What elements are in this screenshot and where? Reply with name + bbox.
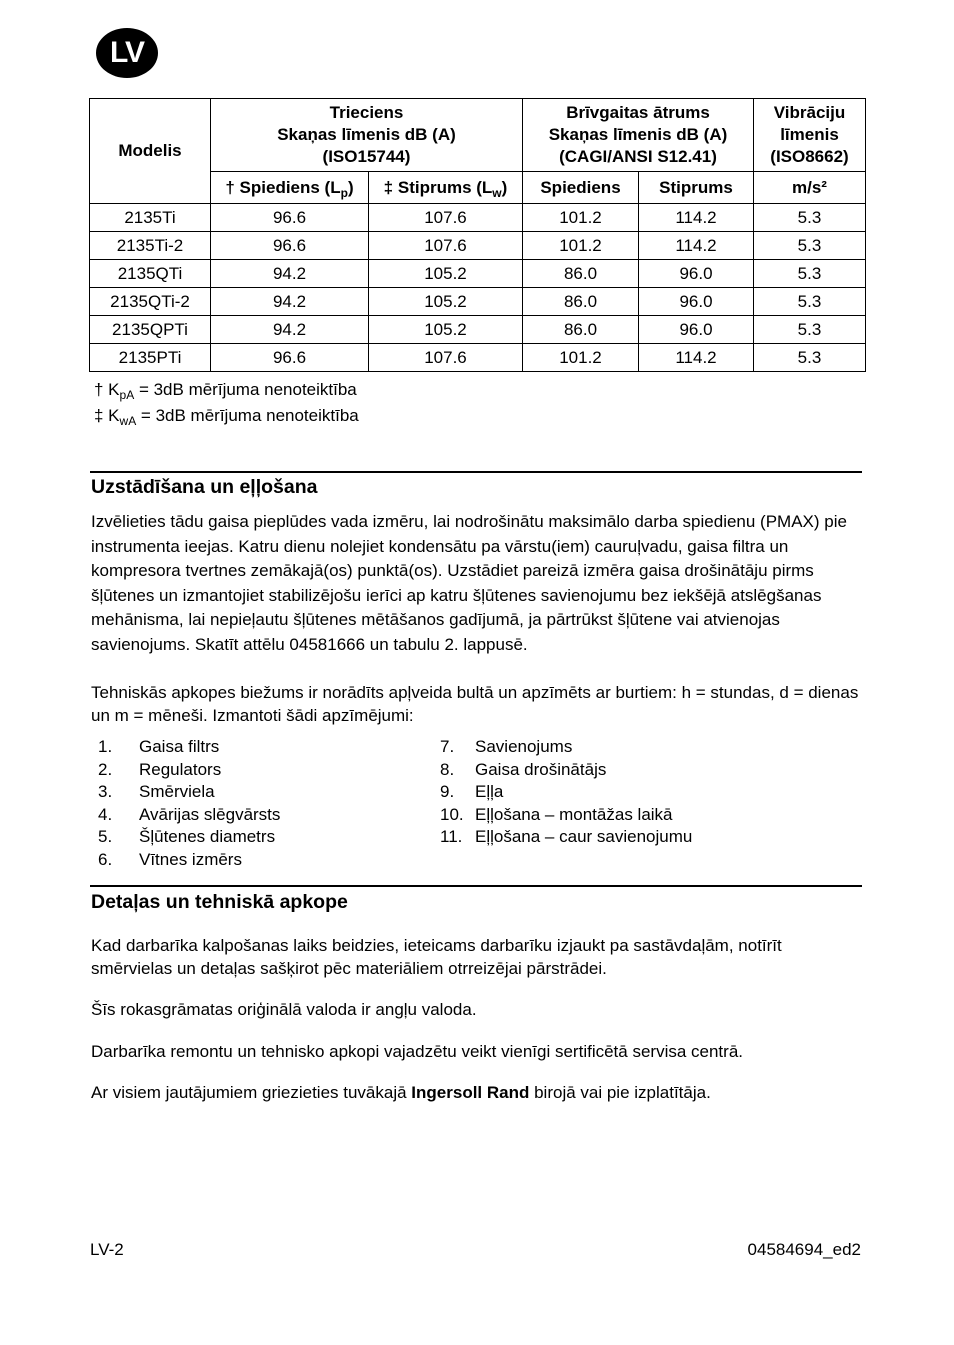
table-cell: 105.2: [369, 316, 523, 344]
table-cell: 96.6: [211, 204, 369, 232]
list-item: 2. Regulators: [98, 759, 222, 779]
table-cell: 96.6: [211, 344, 369, 372]
parts-paragraph-3: Darbarīka remontu un tehnisko apkopi vajadzētu veikt vienīgi sertificētā servisa centrā.: [91, 1042, 743, 1061]
impact-power-header: ‡ Stiprums $(L_w)$: [369, 172, 523, 204]
table-row: [90, 344, 866, 372]
table-cell: 114.2: [639, 204, 754, 232]
installation-paragraph: Izvēlieties tādu gaisa pieplūdes vada izmēru, lai nodrošinātu maksimālo darba spiedienu (PMAX) pie instrumenta ieejas. Katru dienu nolejiet kondensātu pa vārstu(iem) cauruļvadu, gaisa filtra un kompresora tvertnes zemākajā(os) punktā(os). Uzstādiet pareizā izmēra gaisa drošinātāju pirms šļūtenes un izmantojiet stabilizējošu ierīci ap katru šļūtenes savienojumu bez iekšējā atslēgšanas mehānisma, lai nepieļautu šļūtenes mētāšanos gadījumā, ja pārtrūkst šļūtene vai atvienojas savienojums. Skatīt attēlu 04581666 un tabulu 2. lappusē.: [91, 512, 847, 654]
table-row: [90, 204, 866, 232]
table-cell: 101.2: [523, 204, 639, 232]
footnote-kwa: ‡ $K_{wA} = 3dB$ mērījuma nenoteiktība: [94, 406, 359, 428]
table-cell: 5.3: [754, 344, 866, 372]
list-item: 7. Savienojums: [440, 737, 573, 756]
vibration-unit-header: m/s²: [754, 172, 866, 204]
footnote-kpa: † $K_{pA} = 3dB$ mērījuma nenoteiktība: [94, 380, 357, 402]
table-cell: 94.2: [211, 316, 369, 344]
impact-header: Trieciens Skaņas līmenis dB (A) (ISO15744): [211, 99, 523, 172]
table-cell: 114.2: [639, 344, 754, 372]
list-item: 3. Smērviela: [98, 782, 215, 801]
noise-vibration-table: [89, 98, 866, 372]
table-cell: 96.0: [639, 316, 754, 344]
section-divider: [90, 885, 862, 887]
table-cell: 2135QTi-2: [90, 288, 211, 316]
table-cell: 96.6: [211, 232, 369, 260]
table-cell: 86.0: [523, 288, 639, 316]
table-cell: 107.6: [369, 232, 523, 260]
table-cell: 2135Ti: [90, 204, 211, 232]
table-cell: 2135Ti-2: [90, 232, 211, 260]
parts-paragraph-1: Kad darbarīka kalpošanas laiks beidzies, ieteicams darbarīku izjaukt pa sastāvdaļām, notīrīt smērvielas un detaļas sašķirot pēc materiāliem otrreizējai pārstrādei.: [91, 936, 782, 978]
table-cell: 2135PTi: [90, 344, 211, 372]
impact-pressure-header: † Spiediens $(L_p)$: [211, 172, 369, 204]
table-footnotes: [94, 377, 359, 429]
table-cell: 94.2: [211, 260, 369, 288]
table-cell: 107.6: [369, 344, 523, 372]
table-row: [90, 316, 866, 344]
table-row: [90, 260, 866, 288]
table-cell: 5.3: [754, 232, 866, 260]
table-cell: 96.0: [639, 288, 754, 316]
free-power-header: Stiprums: [639, 172, 754, 204]
section-divider: [90, 471, 862, 473]
table-cell: 86.0: [523, 260, 639, 288]
table-cell: 2135QTi: [90, 260, 211, 288]
table-cell: 86.0: [523, 316, 639, 344]
list-item: 5. Šļūtenes diametrs: [98, 827, 276, 846]
list-item: 9. Eļļa: [440, 782, 504, 801]
list-item: 10. Eļļošana – montāžas laikā: [440, 804, 673, 824]
vibration-header: Vibrāciju līmenis (ISO8662): [754, 99, 866, 172]
legend-list-left: [98, 736, 280, 871]
table-cell: 101.2: [523, 232, 639, 260]
model-header: Modelis: [90, 99, 211, 204]
table-row: [90, 288, 866, 316]
table-cell: 5.3: [754, 260, 866, 288]
table-cell: 5.3: [754, 288, 866, 316]
table-cell: 114.2: [639, 232, 754, 260]
table-cell: 96.0: [639, 260, 754, 288]
legend-list-right: [440, 736, 692, 849]
list-item: 4. Avārijas slēgvārsts: [98, 804, 281, 824]
section-title-installation: Uzstādīšana un eļļošana: [91, 476, 318, 498]
table-cell: 105.2: [369, 288, 523, 316]
language-badge: LV: [96, 28, 158, 78]
list-item: 8. Gaisa drošinātājs: [440, 759, 607, 779]
page-number: LV-2: [90, 1240, 124, 1259]
table-cell: 105.2: [369, 260, 523, 288]
document-id: 04584694_ed2: [747, 1240, 861, 1259]
table-cell: 101.2: [523, 344, 639, 372]
brand-name: Ingersoll Rand: [411, 1083, 530, 1102]
table-cell: 5.3: [754, 316, 866, 344]
list-item: 11. Eļļošana – caur savienojumu: [440, 827, 693, 846]
list-item: 1. Gaisa filtrs: [98, 737, 220, 756]
table-cell: 2135QPTi: [90, 316, 211, 344]
table-row: [90, 232, 866, 260]
maintenance-paragraph: Tehniskās apkopes biežums ir norādīts apļveida bultā un apzīmēts ar burtiem: h = stundas, d = dienas un m = mēneši. Izmantoti šādi apzīmējumi:: [91, 683, 859, 725]
list-item: 6. Vītnes izmērs: [98, 849, 242, 869]
table-cell: 107.6: [369, 204, 523, 232]
table-cell: 94.2: [211, 288, 369, 316]
table-cell: 5.3: [754, 204, 866, 232]
parts-paragraph-4: Ar visiem jautājumiem griezieties tuvākajā Ingersoll Rand birojā vai pie izplatītāja.: [91, 1083, 711, 1102]
free-pressure-header: Spiediens: [523, 172, 639, 204]
section-title-parts: Detaļas un tehniskā apkope: [91, 891, 348, 913]
free-speed-header: Brīvgaitas ātrums Skaņas līmenis dB (A) (CAGI/ANSI S12.41): [523, 99, 754, 172]
parts-paragraph-2: Šīs rokasgrāmatas oriģinālā valoda ir angļu valoda.: [91, 1000, 477, 1019]
